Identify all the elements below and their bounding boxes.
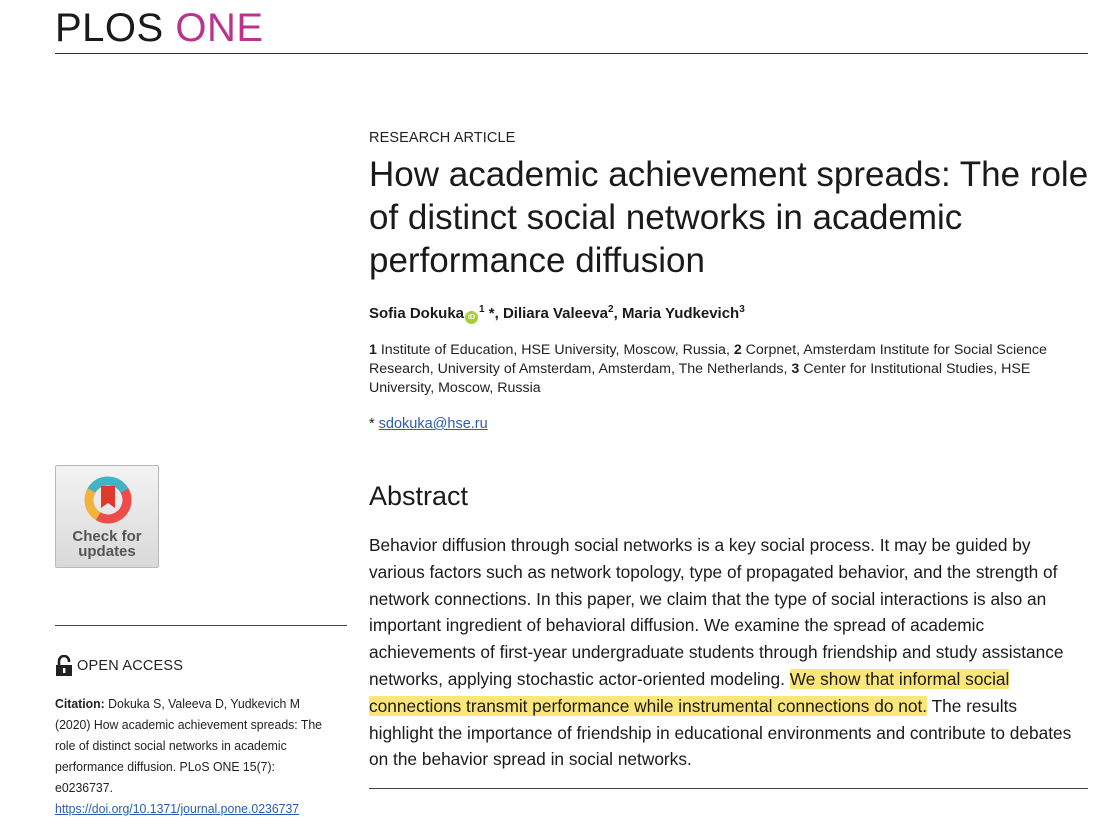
abstract-part: The results highlight the importance of friendship in educational environments and contribute to debates on the behavior spread in social networks.: [369, 695, 1072, 770]
crossmark-icon: [82, 474, 134, 526]
check-updates-label: [56, 529, 158, 559]
check-updates-line2: updates: [78, 543, 136, 560]
author-name[interactable]: Sofia Dokuka: [369, 305, 465, 322]
highlighted-text: We show that informal social connections transmit performance while instrumental connections do not.: [369, 668, 1010, 716]
affil-text: Center for Institutional Studies, HSE University, Moscow, Russia: [369, 361, 1031, 396]
orcid-icon[interactable]: iD: [465, 311, 478, 324]
affiliations: [369, 341, 1089, 398]
abstract-divider: [369, 788, 1088, 789]
affil-number: 2: [733, 342, 742, 358]
check-updates-line1: Check for: [72, 528, 142, 545]
citation-text: Dokuka S, Valeeva D, Yudkevich M (2020) How academic achievement spreads: The role of distinct social networks in academic performance diffusion. PLoS ONE 15(7): e0236737.: [55, 696, 323, 795]
abstract-heading: Abstract: [369, 481, 469, 511]
journal-logo: [55, 6, 264, 51]
header-divider: [55, 53, 1088, 54]
article-title: How academic achievement spreads: The role of distinct social networks in academic performance diffusion: [369, 155, 1089, 280]
logo-plos: PLOS: [55, 6, 164, 50]
affil-text: Institute of Education, HSE University, Moscow, Russia,: [376, 342, 734, 358]
author-name[interactable]: Maria Yudkevich: [621, 305, 740, 322]
author-affil-sup: 3: [739, 304, 745, 315]
abstract-text: [369, 532, 1081, 773]
article-type: RESEARCH ARTICLE: [369, 130, 516, 146]
correspondence: [369, 416, 488, 432]
author-name[interactable]: Diliara Valeeva: [502, 305, 609, 322]
author-separator: ,: [613, 305, 622, 322]
doi-link[interactable]: https://doi.org/10.1371/journal.pone.0236737: [55, 801, 300, 816]
affil-number: 1: [369, 342, 377, 358]
open-access-label: OPEN ACCESS: [77, 658, 184, 674]
citation-label: Citation:: [55, 696, 105, 711]
abstract-part: Behavior diffusion through social networks is a key social process. It may be guided by various factors such as network topology, type of propagated behavior, and the strength of network connections. In this paper, we claim that the type of social interactions is also an important ingredient of behavioral diffusion. We examine the spread of academic achievements of first-year undergraduate students through friendship and study assistance networks, applying stochastic actor-oriented modeling.: [369, 535, 1064, 689]
author-affil-sup: 1: [479, 304, 485, 315]
open-access: [55, 655, 183, 677]
affil-number: 3: [791, 361, 800, 377]
affil-text: Corpnet, Amsterdam Institute for Social Science Research, University of Amsterdam, Amsterdam, The Netherlands,: [369, 342, 1047, 377]
sidebar-divider: [55, 625, 347, 626]
logo-one: ONE: [175, 6, 264, 50]
author-affil-sup: 2: [608, 304, 614, 315]
check-for-updates-button[interactable]: [55, 465, 159, 568]
author-separator: *,: [484, 305, 503, 322]
citation: [55, 693, 325, 819]
open-lock-icon: [55, 655, 73, 677]
author-list: [369, 304, 745, 324]
email-link[interactable]: sdokuka@hse.ru: [378, 416, 488, 432]
corresp-marker: *: [369, 416, 379, 432]
